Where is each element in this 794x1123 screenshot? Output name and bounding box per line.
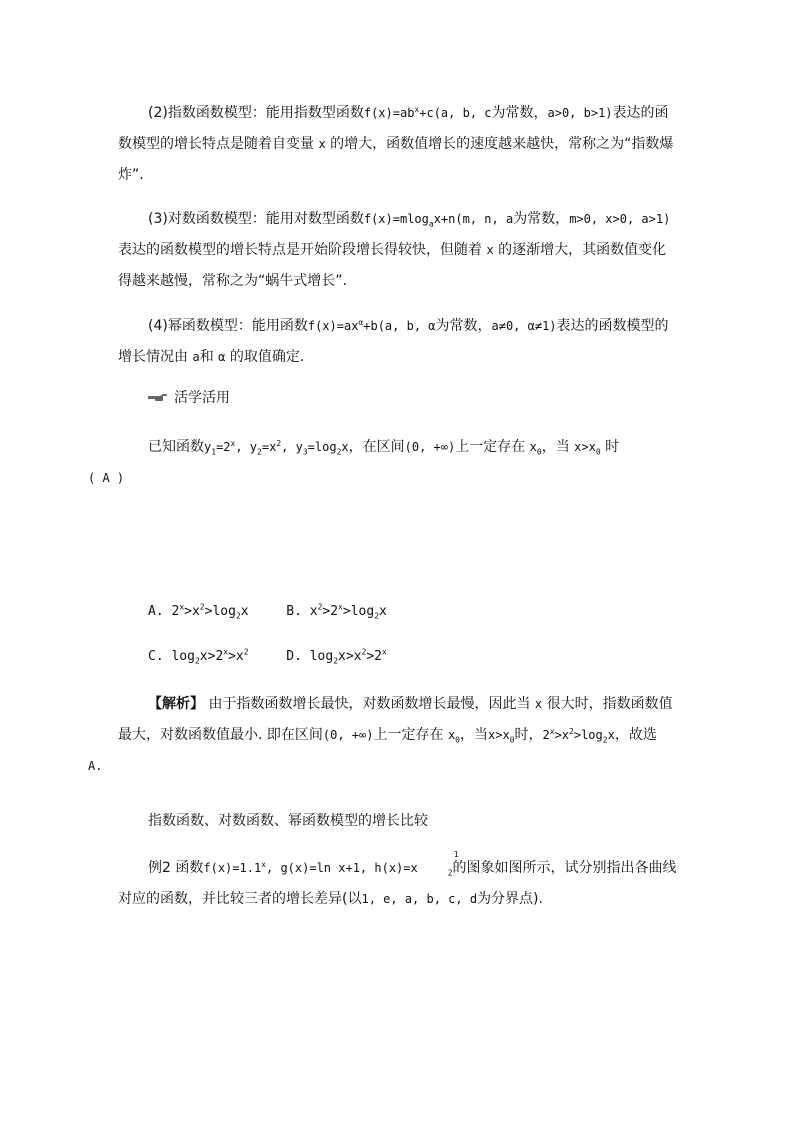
option-row-ab (148, 602, 387, 622)
section-heading: 指数函数、对数函数、幂函数模型的增长比较 (148, 813, 428, 829)
paragraph-logarithmic-model: (3)对数函数模型：能用对数型函数f(x)=mlog$_a$x+n(m, n, a为常数，m>0, x>0, a>1)表达的函数模型的增长特点是开始阶段增长得较快，但随着 x 的逐渐增大，其函数值变化得越来越慢，常称之为“蜗牛式增长”. (118, 211, 671, 289)
option-c: C. $\log_2x>2^x>x^2$ (148, 647, 249, 666)
option-a: A. $2^x>x^2>\log_2x$ (148, 602, 249, 621)
pointing-hand-icon (148, 393, 168, 403)
analysis-paragraph: 【解析】 由于指数函数增长最快，对数函数增长最慢，因此当 x 很大时，指数函数值最大，对数函数值最小. 即在区间(0, +∞)上一定存在 $x_0$，当$x>x_0$时，$2^x>x^2>\log_2x$，故选 A. (88, 696, 673, 773)
section-tag-label: 活学活用 (174, 390, 230, 406)
question-text: 已知函数$y_1=2^x$, $y_2=x^2$, $y_3=\log_2x$，在区间(0, +∞)上一定存在 $x_0$，当 $x>x_0$ 时 ( A ) (88, 439, 620, 485)
example-label: 例2 (148, 860, 171, 876)
option-d: D. $\log_2x>x^2>2^x$ (286, 647, 387, 666)
paragraph-power-model: (4)幂函数模型：能用函数$f(x)=ax^\alpha+b(a$, b, α为常数，a≠0, α≠1)表达的函数模型的增长情况由 a和 α 的取值确定. (118, 318, 669, 365)
fraction-exponent: 1 $_2$ (447, 850, 459, 878)
section-tag (148, 388, 230, 408)
paragraph-exponential-model: (2)指数函数模型：能用指数型函数$f(x)=ab^x+c(a$, b, c为常数，a>0, b>1)表达的函数模型的增长特点是随着自变量 x 的增大，函数值增长的速度越来越快，常称之为“指数爆炸”. (118, 105, 674, 183)
example-2-paragraph: 例2 函数$f(x)=1.1^x$, g(x)=ln x+1, h(x)=x 1 $_2$的图象如图所示，试分别指出各曲线对应的函数，并比较三者的增长差异(以1, e, a, b, c, d为分界点). (118, 850, 677, 907)
question-answer: ( A ) (88, 471, 125, 485)
option-row-cd (148, 647, 387, 667)
analysis-tag: 【解析】 (148, 696, 204, 712)
option-b: B. $x^2>2^x>\log_2x$ (286, 602, 387, 621)
